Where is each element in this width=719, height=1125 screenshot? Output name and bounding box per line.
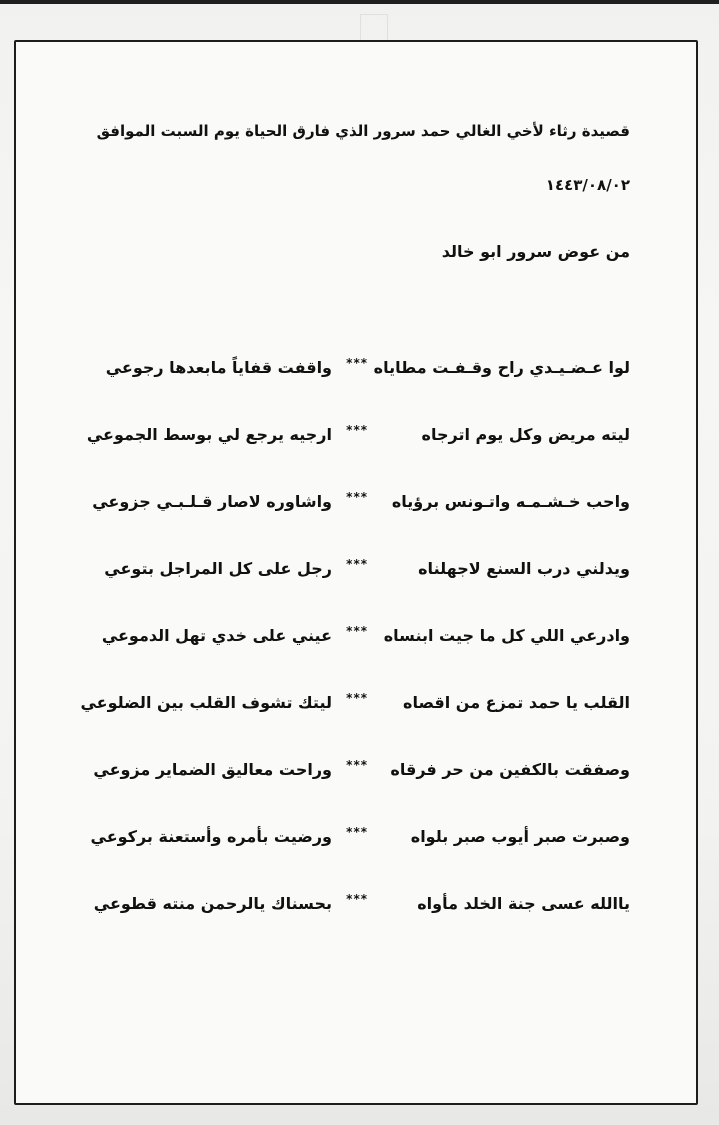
verse-first-hemistich: وصفقت بالكفين من حر فرقاه bbox=[390, 760, 630, 779]
poem-verses bbox=[40, 358, 640, 961]
verse-separator: *** bbox=[346, 825, 368, 839]
verse-line bbox=[40, 358, 640, 425]
verse-line bbox=[40, 894, 640, 961]
verse-second-hemistich: ورضيت بأمره وأستعنة بركوعي bbox=[90, 827, 332, 846]
document-title: قصيدة رثاء لأخي الغالي حمد سرور الذي فارق الحياة يوم السبت الموافق bbox=[96, 122, 630, 140]
verse-first-hemistich: وادرعي اللي كل ما جيت ابنساه bbox=[383, 626, 630, 645]
document-author: من عوض سرور ابو خالد bbox=[441, 242, 630, 261]
verse-first-hemistich: لوا عـضـيـدي راح وقـفـت مطاياه bbox=[373, 358, 630, 377]
verse-line bbox=[40, 760, 640, 827]
verse-first-hemistich: ياالله عسى جنة الخلد مأواه bbox=[417, 894, 630, 913]
verse-second-hemistich: عيني على خدي تهل الدموعي bbox=[101, 626, 332, 645]
verse-second-hemistich: وراحت معاليق الضماير مزوعي bbox=[93, 760, 332, 779]
verse-separator: *** bbox=[346, 490, 368, 504]
verse-line bbox=[40, 626, 640, 693]
verse-first-hemistich: وصبرت صبر أيوب صبر بلواه bbox=[410, 827, 630, 846]
verse-second-hemistich: ليتك تشوف القلب بين الضلوعي bbox=[80, 693, 332, 712]
verse-second-hemistich: واشاوره لاصار قـلـبـي جزوعي bbox=[92, 492, 332, 511]
verse-second-hemistich: ارجيه يرجع لي بوسط الجموعي bbox=[86, 425, 332, 444]
verse-separator: *** bbox=[346, 624, 368, 638]
verse-second-hemistich: بحسناك يالرحمن منته قطوعي bbox=[93, 894, 332, 913]
verse-separator: *** bbox=[346, 691, 368, 705]
verse-first-hemistich: ليته مريض وكل يوم اترجاه bbox=[421, 425, 630, 444]
verse-separator: *** bbox=[346, 423, 368, 437]
verse-line bbox=[40, 693, 640, 760]
verse-first-hemistich: واحب خـشـمـه واتـونس برؤياه bbox=[391, 492, 630, 511]
verse-separator: *** bbox=[346, 892, 368, 906]
verse-line bbox=[40, 492, 640, 559]
verse-second-hemistich: رجل على كل المراجل بتوعي bbox=[104, 559, 332, 578]
verse-line bbox=[40, 827, 640, 894]
verse-line bbox=[40, 559, 640, 626]
photo-top-edge bbox=[0, 0, 719, 4]
document-date: ١٤٤٣/٠٨/٠٢ bbox=[545, 176, 630, 194]
verse-separator: *** bbox=[346, 758, 368, 772]
paper-show-through bbox=[360, 14, 388, 42]
verse-second-hemistich: واقفت قفاياً مابعدها رجوعي bbox=[105, 358, 332, 377]
verse-separator: *** bbox=[346, 356, 368, 370]
verse-line bbox=[40, 425, 640, 492]
verse-first-hemistich: القلب يا حمد تمزع من اقصاه bbox=[403, 693, 630, 712]
verse-separator: *** bbox=[346, 557, 368, 571]
verse-first-hemistich: ويدلني درب السنع لاجهلناه bbox=[418, 559, 630, 578]
